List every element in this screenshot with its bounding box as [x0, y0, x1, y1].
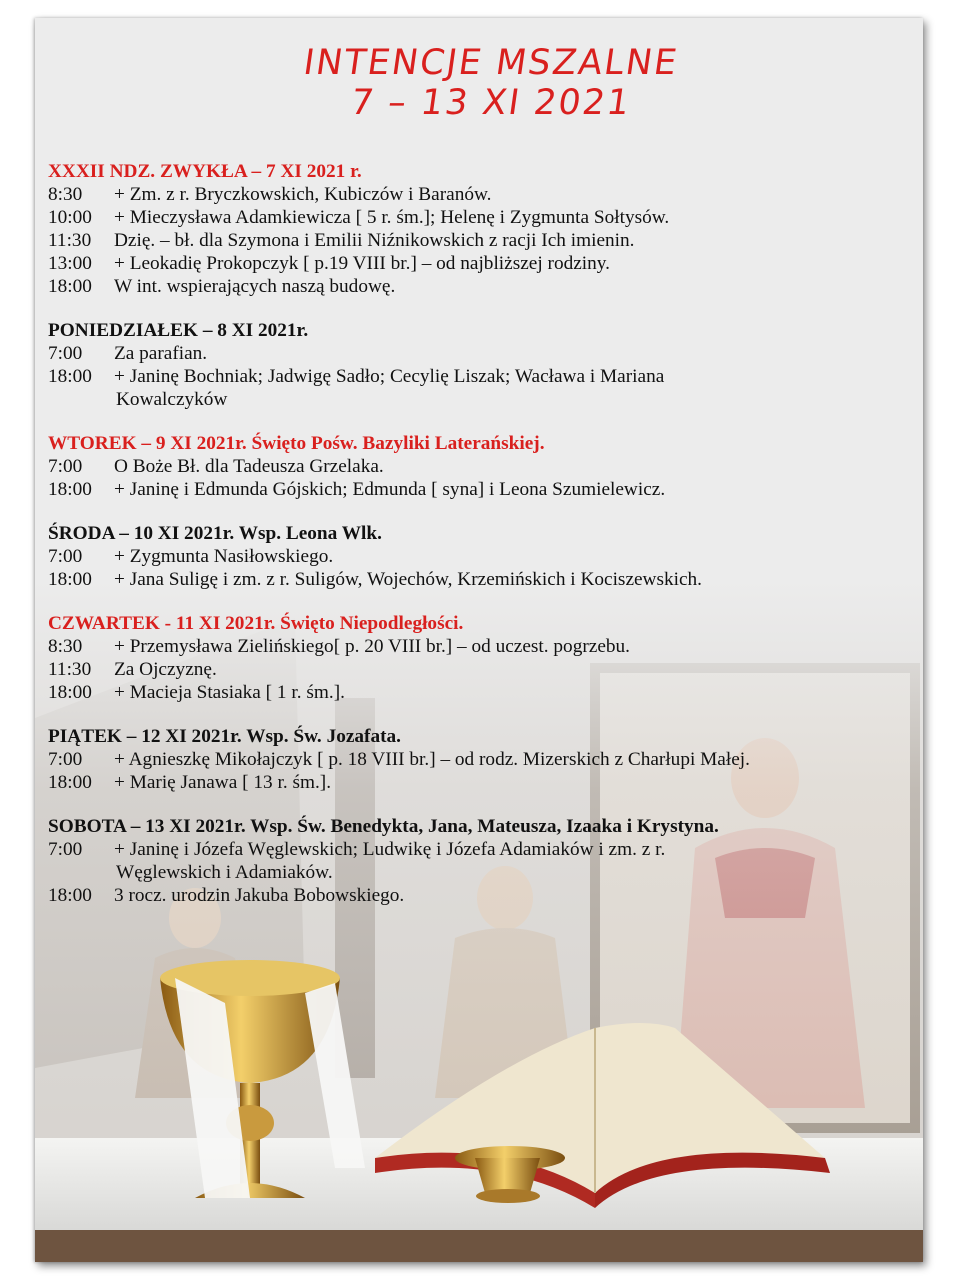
intention-row [48, 681, 918, 704]
day-heading: SOBOTA – 13 XI 2021r. Wsp. Św. Benedykta, Jana, Mateusza, Izaaka i Krystyna. [48, 816, 719, 837]
intention-row [48, 545, 918, 568]
intention-text: + Marię Janawa [ 13 r. śm.]. [114, 772, 332, 793]
mass-time: 7:00 [48, 546, 83, 567]
intention-row [48, 206, 918, 229]
intention-row [48, 884, 918, 907]
mass-time: 7:00 [48, 749, 83, 770]
intention-text: + Zm. z r. Bryczkowskich, Kubiczów i Baranów. [114, 184, 492, 205]
mass-time: 13:00 [48, 253, 92, 274]
intention-row [48, 478, 918, 501]
intention-row [48, 455, 918, 478]
intention-text: Za parafian. [114, 343, 208, 364]
intention-text: + Mieczysława Adamkiewicza [ 5 r. śm.]; Helenę i Zygmunta Sołtysów. [114, 207, 670, 228]
day-heading: PONIEDZIAŁEK – 8 XI 2021r. [48, 320, 309, 341]
day-heading: XXXII NDZ. ZWYKŁA – 7 XI 2021 r. [48, 161, 362, 182]
intention-row [48, 568, 918, 591]
mass-time: 11:30 [48, 659, 92, 680]
intention-row [48, 658, 918, 681]
mass-time: 18:00 [48, 682, 92, 703]
intentions-list [48, 160, 918, 928]
day-heading: WTOREK – 9 XI 2021r. Święto Pośw. Bazyliki Laterańskiej. [48, 433, 545, 454]
intention-text-continuation: Węglewskich i Adamiaków. [116, 862, 333, 883]
intention-text: Za Ojczyznę. [114, 659, 217, 680]
mass-time: 8:30 [48, 636, 83, 657]
intention-row [48, 252, 918, 275]
intention-text: + Zygmunta Nasiłowskiego. [114, 546, 334, 567]
day-heading: PIĄTEK – 12 XI 2021r. Wsp. Św. Jozafata. [48, 726, 401, 747]
day-heading: ŚRODA – 10 XI 2021r. Wsp. Leona Wlk. [48, 523, 382, 544]
intention-text: 3 rocz. urodzin Jakuba Bobowskiego. [114, 885, 405, 906]
intention-row [48, 838, 918, 861]
intention-text: + Macieja Stasiaka [ 1 r. śm.]. [114, 682, 345, 703]
intention-text: + Janinę Bochniak; Jadwigę Sadło; Cecylię Liszak; Wacława i Mariana [114, 366, 665, 387]
mass-time: 10:00 [48, 207, 92, 228]
mass-time: 18:00 [48, 772, 92, 793]
day-heading: CZWARTEK - 11 XI 2021r. Święto Niepodległości. [48, 613, 464, 634]
poster-title: INTENCJE MSZALNE [301, 43, 681, 83]
day-section [48, 522, 918, 591]
mass-time: 8:30 [48, 184, 83, 205]
poster [35, 18, 923, 1262]
intention-text-continuation: Kowalczyków [116, 389, 228, 410]
intention-text: O Boże Bł. dla Tadeusza Grzelaka. [114, 456, 384, 477]
day-section [48, 432, 918, 501]
intention-row [48, 275, 918, 298]
intention-text: + Janinę i Józefa Węglewskich; Ludwikę i Józefa Adamiaków i zm. z r. [114, 839, 666, 860]
day-section [48, 725, 918, 794]
intention-row [48, 229, 918, 252]
intention-row [48, 183, 918, 206]
intention-text: + Przemysława Zielińskiego[ p. 20 VIII br.] – od uczest. pogrzebu. [114, 636, 630, 657]
mass-time: 18:00 [48, 885, 92, 906]
mass-time: 18:00 [48, 479, 92, 500]
intention-row [48, 771, 918, 794]
intention-text: + Agnieszkę Mikołajczyk [ p. 18 VIII br.] – od rodz. Mizerskich z Charłupi Małej. [114, 749, 750, 770]
intention-row [48, 342, 918, 365]
mass-time: 7:00 [48, 456, 83, 477]
mass-time: 18:00 [48, 366, 92, 387]
intention-text: Dzię. – bł. dla Szymona i Emilii Niźnikowskich z racji Ich imienin. [114, 230, 635, 251]
day-section [48, 612, 918, 704]
mass-time: 18:00 [48, 569, 92, 590]
day-section [48, 815, 918, 907]
intention-row [48, 365, 918, 388]
mass-time: 18:00 [48, 276, 92, 297]
poster-date-range: 7 – 13 XI 2021 [348, 83, 634, 123]
mass-time: 11:30 [48, 230, 92, 251]
intention-row [48, 635, 918, 658]
day-section [48, 319, 918, 411]
intention-text: + Janinę i Edmunda Gójskich; Edmunda [ syna] i Leona Szumielewicz. [114, 479, 666, 500]
mass-time: 7:00 [48, 839, 83, 860]
intention-row [48, 748, 918, 771]
mass-time: 7:00 [48, 343, 83, 364]
day-section [48, 160, 918, 298]
intention-text: + Jana Suligę i zm. z r. Suligów, Wojechów, Krzemińskich i Kociszewskich. [114, 569, 703, 590]
intention-text: + Leokadię Prokopczyk [ p.19 VIII br.] – od najbliższej rodziny. [114, 253, 610, 274]
intention-text: W int. wspierających naszą budowę. [114, 276, 396, 297]
